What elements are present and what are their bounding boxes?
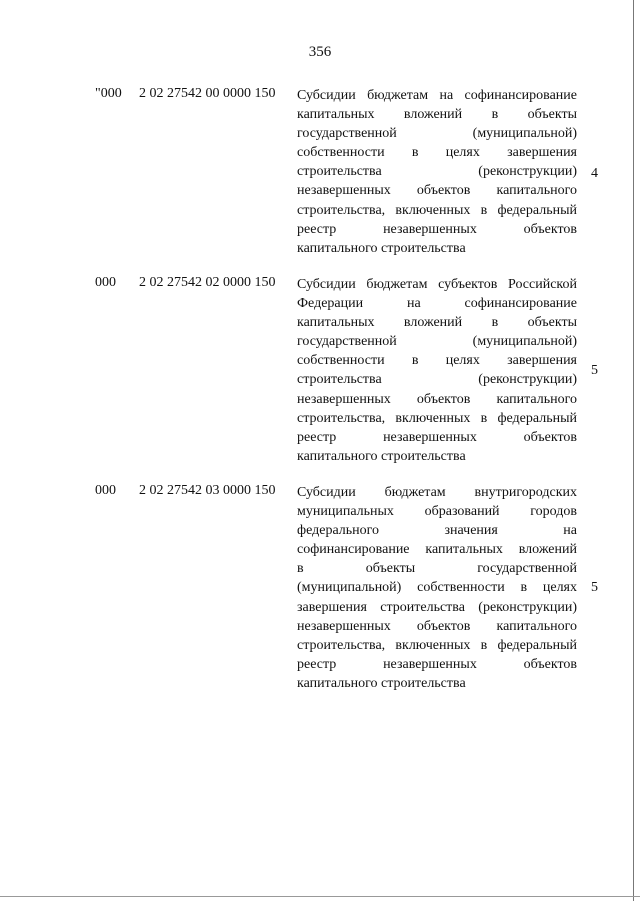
description-line: государственной (муниципальной) [297,126,577,142]
description-line: Федерации на софинансирование [297,296,577,312]
row-value: 5 [591,363,598,378]
page-number: 356 [308,44,332,60]
budget-code: 2 02 27542 02 0000 150 [139,275,276,290]
description-line: незавершенных объектов капитального [297,391,577,407]
description-line: собственности в целях завершения [297,145,577,161]
description-line: собственности в целях завершения [297,353,577,369]
description-line: реестр незавершенных объектов [297,429,577,445]
description-line: строительства (реконструкции) [297,372,577,388]
row-value: 4 [591,166,598,181]
description-line: строительства (реконструкции) [297,164,577,180]
description-line: капитальных вложений в объекты [297,315,577,331]
row-value: 5 [591,580,598,595]
description-line: капитального строительства [297,240,466,256]
budget-code: 2 02 27542 03 0000 150 [139,483,276,498]
description-line: федерального значения на [297,523,577,539]
description-line: незавершенных объектов капитального [297,618,577,634]
description-line: капитального строительства [297,675,466,691]
description-line: завершения строительства (реконструкции) [297,599,577,615]
description-line: капитального строительства [297,448,466,464]
description-line: государственной (муниципальной) [297,334,577,350]
description-line: капитальных вложений в объекты [297,107,577,123]
description-line: строительства, включенных в федеральный [297,202,577,218]
description-line: строительства, включенных в федеральный [297,410,577,426]
description-line: (муниципальной) собственности в целях [297,580,577,596]
description-line: в объекты государственной [297,561,577,577]
description-line: муниципальных образований городов [297,504,577,520]
description-line: Субсидии бюджетам субъектов Российской [297,277,577,292]
admin-code: 000 [95,275,116,290]
row-description [297,483,577,693]
description-line: Субсидии бюджетам внутригородских [297,485,577,500]
description-line: строительства, включенных в федеральный [297,637,577,653]
page-edge-bottom [0,896,640,897]
description-line: софинансирование капитальных вложений [297,542,577,558]
admin-code: "000 [95,86,122,101]
budget-code: 2 02 27542 00 0000 150 [139,86,276,101]
page-edge-right [633,0,634,901]
description-line: реестр незавершенных объектов [297,221,577,237]
description-line: реестр незавершенных объектов [297,656,577,672]
description-line: Субсидии бюджетам на софинансирование [297,88,577,103]
row-description [297,86,577,258]
admin-code: 000 [95,483,116,498]
row-description [297,275,577,466]
description-line: незавершенных объектов капитального [297,183,577,199]
